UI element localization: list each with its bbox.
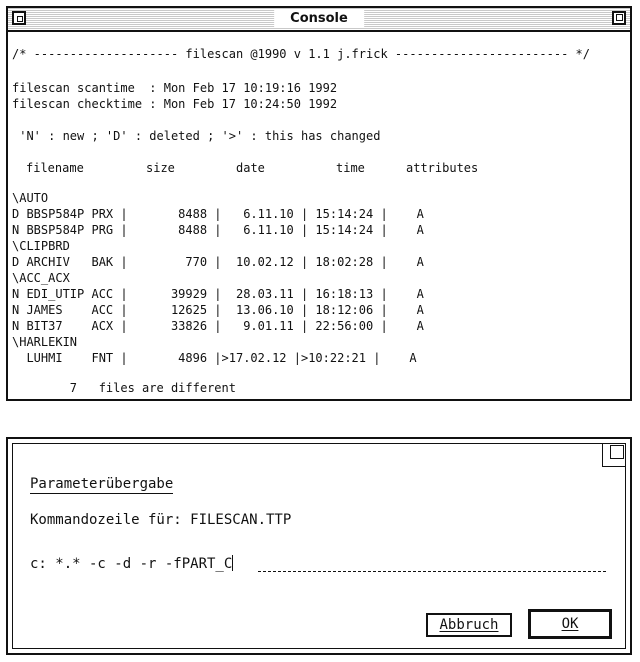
console-titlebar[interactable] (8, 8, 630, 32)
col-size: size (146, 161, 175, 175)
column-headers (12, 160, 478, 176)
checktime-line: filescan checktime : Mon Feb 17 10:24:50 1992 (12, 97, 338, 111)
col-time: time (336, 161, 365, 175)
console-window (6, 6, 632, 401)
console-output (12, 46, 626, 398)
ok-button[interactable] (528, 609, 612, 639)
console-title: Console (274, 10, 364, 28)
col-filename: filename (26, 161, 84, 175)
command-line-label: Kommandozeile für: FILESCAN.TTP (30, 512, 292, 528)
text-cursor (232, 555, 233, 571)
console-header-line: /* -------------------- filescan @1990 v 1.1 j.frick ------------------------ */ (12, 47, 590, 61)
list-item: D ARCHIV BAK | 770 | 10.02.12 | 18:02:28 | A (12, 255, 424, 269)
col-date: date (236, 161, 265, 175)
cancel-button-label: Abbruch (439, 617, 499, 633)
ok-button-label: OK (561, 616, 579, 632)
list-item: \AUTO (12, 191, 49, 205)
fullscreen-box-icon[interactable] (612, 11, 626, 25)
list-item: \ACC_ACX (12, 271, 70, 285)
list-item: N EDI_UTIP ACC | 39929 | 28.03.11 | 16:18:13 | A (12, 287, 424, 301)
close-box-icon[interactable] (12, 11, 26, 25)
summary-line: 7 files are different (12, 381, 236, 395)
cancel-button[interactable] (426, 613, 512, 637)
list-item: LUHMI FNT | 4896 |>17.02.12 |>10:22:21 | A (12, 351, 417, 365)
legend-line: 'N' : new ; 'D' : deleted ; '>' : this has changed (12, 129, 381, 143)
list-item: N JAMES ACC | 12625 | 13.06.10 | 18:12:06 | A (12, 303, 424, 317)
list-item: N BBSP584P PRG | 8488 | 6.11.10 | 15:14:24 | A (12, 223, 424, 237)
dialog-corner-icon (602, 443, 626, 467)
list-item: \HARLEKIN (12, 335, 78, 349)
list-item: \CLIPBRD (12, 239, 70, 253)
command-input-value: c: *.* -c -d -r -fPART_C (30, 556, 233, 572)
scantime-line: filescan scantime : Mon Feb 17 10:19:16 1992 (12, 81, 338, 95)
command-input-underline (258, 571, 606, 572)
list-item: D BBSP584P PRX | 8488 | 6.11.10 | 15:14:24 | A (12, 207, 424, 221)
col-attributes: attributes (406, 161, 479, 175)
parameter-dialog (6, 437, 632, 655)
list-item: N BIT37 ACX | 33826 | 9.01.11 | 22:56:00 | A (12, 319, 424, 333)
dialog-heading: Parameterübergabe (30, 476, 174, 492)
